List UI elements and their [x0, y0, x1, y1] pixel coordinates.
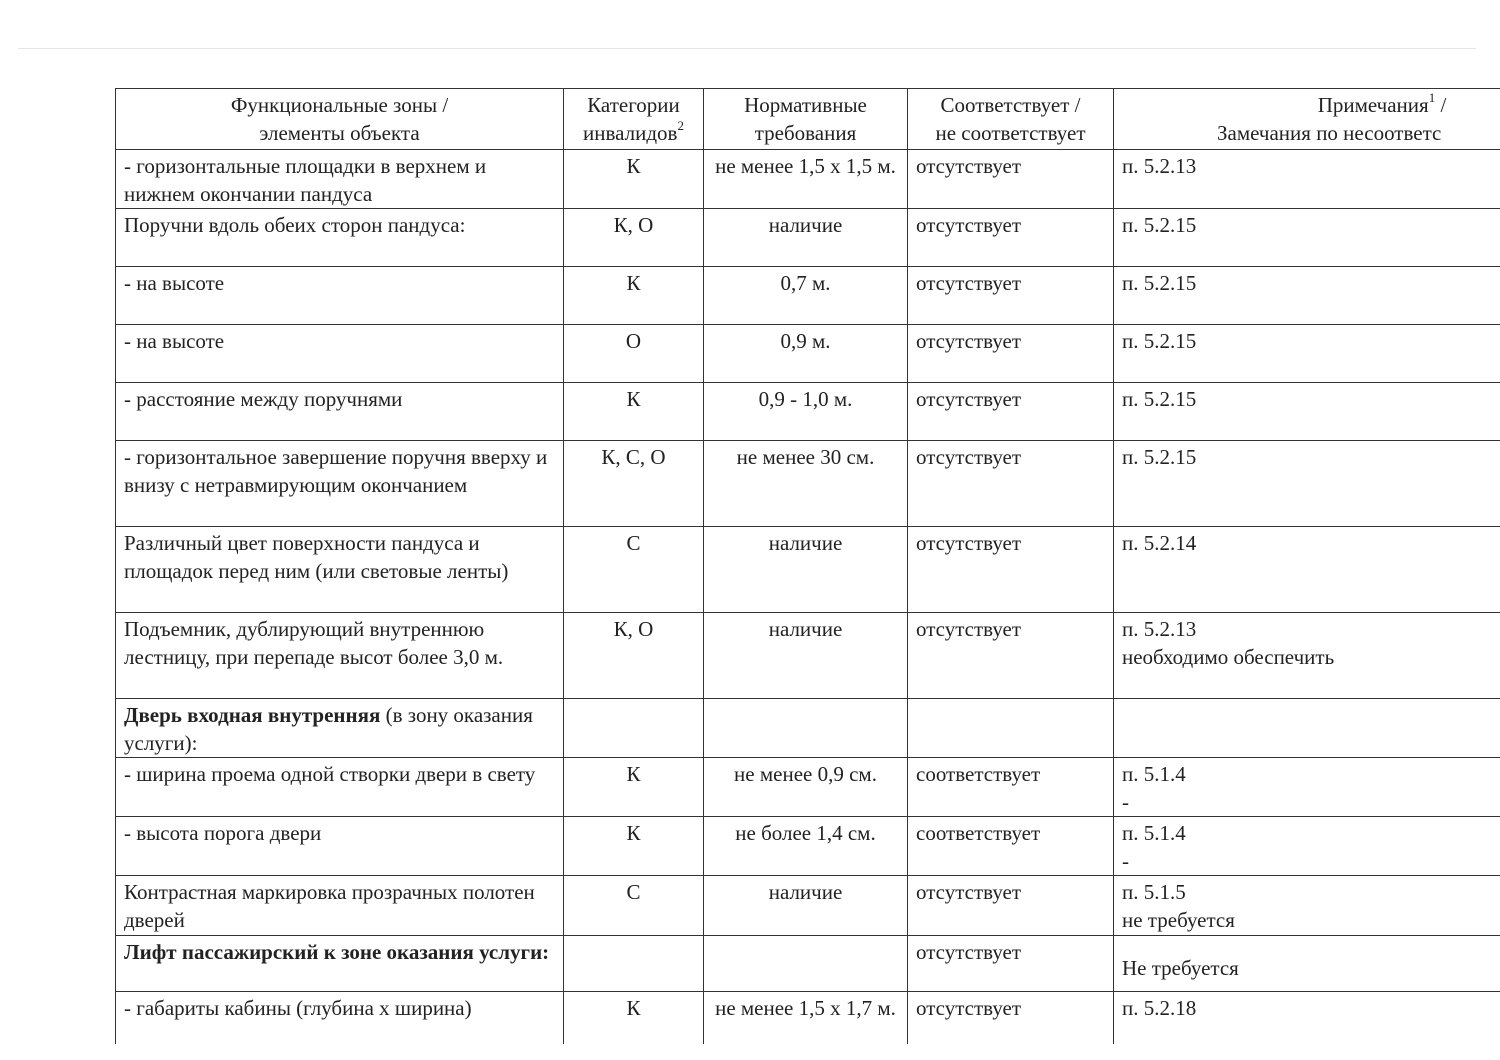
- cell-zone: Контрастная маркировка прозрачных полотен дверей: [116, 876, 564, 936]
- cell-requirement: наличие: [704, 613, 908, 699]
- header-notes: [1114, 89, 1500, 150]
- header-categories-line1: Категории: [587, 93, 680, 117]
- cell-requirement: наличие: [704, 209, 908, 267]
- cell-category: К: [564, 150, 704, 209]
- section-title: Лифт пассажирский к зоне оказания услуги:: [124, 940, 550, 964]
- note-remark: не требуется: [1122, 908, 1235, 932]
- document-sheet: [115, 88, 1500, 1044]
- cell-zone: Различный цвет поверхности пандуса и площадок перед ним (или световые ленты): [116, 527, 564, 613]
- header-requirements-line1: Нормативные: [744, 93, 867, 117]
- cell-status: отсутствует: [908, 527, 1114, 613]
- cell-zone: - на высоте: [116, 267, 564, 325]
- cell-requirement: [704, 699, 908, 758]
- note-ref: п. 5.2.14: [1122, 531, 1197, 555]
- cell-category: С: [564, 876, 704, 936]
- cell-status: отсутствует: [908, 613, 1114, 699]
- header-zones-line2: элементы объекта: [259, 121, 420, 145]
- cell-requirement: не менее 0,9 см.: [704, 758, 908, 817]
- cell-status: отсутствует: [908, 383, 1114, 441]
- table-row: [116, 441, 1500, 527]
- footnote-mark-1: 1: [1428, 90, 1436, 105]
- header-categories: [564, 89, 704, 150]
- cell-zone: - горизонтальные площадки в верхнем и нижнем окончании пандуса: [116, 150, 564, 209]
- cell-requirement: наличие: [704, 876, 908, 936]
- note-ref: п. 5.1.4: [1122, 762, 1186, 786]
- cell-zone: - расстояние между поручнями: [116, 383, 564, 441]
- note-ref: п. 5.1.4: [1122, 821, 1186, 845]
- cell-status: соответствует: [908, 817, 1114, 876]
- header-notes-slash: /: [1435, 93, 1447, 117]
- cell-requirement: 0,9 - 1,0 м.: [704, 383, 908, 441]
- cell-zone: - габариты кабины (глубина х ширина): [116, 992, 564, 1045]
- cell-note: [1114, 383, 1500, 441]
- cell-category: К, С, О: [564, 441, 704, 527]
- cell-note: [1114, 150, 1500, 209]
- note-remark: -: [1122, 849, 1129, 873]
- cell-note: [1114, 325, 1500, 383]
- cell-status: отсутствует: [908, 267, 1114, 325]
- footnote-mark-2: 2: [677, 118, 684, 133]
- cell-note: [1114, 936, 1500, 992]
- note-ref: п. 5.2.18: [1122, 996, 1197, 1020]
- cell-note: [1114, 876, 1500, 936]
- cell-requirement: не более 1,4 см.: [704, 817, 908, 876]
- table-row: [116, 325, 1500, 383]
- cell-note: [1114, 699, 1500, 758]
- cell-status: отсутствует: [908, 150, 1114, 209]
- cell-zone: Подъемник, дублирующий внутреннюю лестницу, при перепаде высот более 3,0 м.: [116, 613, 564, 699]
- accessibility-checklist-table: [115, 88, 1500, 1044]
- cell-requirement: 0,9 м.: [704, 325, 908, 383]
- table-row: [116, 876, 1500, 936]
- note-ref: п. 5.2.15: [1122, 213, 1197, 237]
- note-ref: п. 5.2.15: [1122, 445, 1197, 469]
- header-requirements-line2: требования: [754, 121, 857, 145]
- cell-category: К: [564, 267, 704, 325]
- header-zones: [116, 89, 564, 150]
- table-row: [116, 209, 1500, 267]
- header-compliance: [908, 89, 1114, 150]
- cell-status: отсутствует: [908, 936, 1114, 992]
- cell-zone: - на высоте: [116, 325, 564, 383]
- cell-requirement: [704, 936, 908, 992]
- table-header-row: [116, 89, 1500, 150]
- note-ref: п. 5.2.13: [1122, 154, 1197, 178]
- cell-status: соответствует: [908, 758, 1114, 817]
- table-row: [116, 383, 1500, 441]
- cell-category: [564, 936, 704, 992]
- section-subtitle: (в зону оказания услуги):: [124, 703, 533, 755]
- cell-requirement: наличие: [704, 527, 908, 613]
- header-categories-line2: инвалидов: [583, 121, 678, 145]
- cell-category: К: [564, 817, 704, 876]
- cell-zone: - ширина проема одной створки двери в свету: [116, 758, 564, 817]
- cell-note: [1114, 613, 1500, 699]
- note-ref: п. 5.1.5: [1122, 880, 1186, 904]
- cell-zone: - горизонтальное завершение поручня вверху и внизу с нетравмирующим окончанием: [116, 441, 564, 527]
- header-notes-title: Примечания: [1317, 93, 1429, 117]
- cell-zone: [116, 699, 564, 758]
- table-row: [116, 150, 1500, 209]
- cell-category: К: [564, 758, 704, 817]
- cell-note: [1114, 267, 1500, 325]
- note-ref: п. 5.2.13: [1122, 617, 1197, 641]
- table-row: [116, 817, 1500, 876]
- cell-category: К, О: [564, 613, 704, 699]
- table-row: [116, 758, 1500, 817]
- note-remark: Не требуется: [1122, 956, 1239, 980]
- cell-category: О: [564, 325, 704, 383]
- cell-status: отсутствует: [908, 441, 1114, 527]
- note-remark: -: [1122, 790, 1129, 814]
- cell-category: С: [564, 527, 704, 613]
- cell-category: К, О: [564, 209, 704, 267]
- table-row-section: [116, 936, 1500, 992]
- cell-note: [1114, 209, 1500, 267]
- table-row: [116, 527, 1500, 613]
- table-row-section: [116, 699, 1500, 758]
- table-row: [116, 992, 1500, 1045]
- cell-zone: - высота порога двери: [116, 817, 564, 876]
- header-notes-line2: Замечания по несоответс: [1217, 121, 1442, 145]
- table-row: [116, 613, 1500, 699]
- cell-status: отсутствует: [908, 209, 1114, 267]
- note-ref: п. 5.2.15: [1122, 387, 1197, 411]
- cell-requirement: 0,7 м.: [704, 267, 908, 325]
- cell-note: [1114, 527, 1500, 613]
- cell-status: отсутствует: [908, 876, 1114, 936]
- note-ref: п. 5.2.15: [1122, 329, 1197, 353]
- cell-category: К: [564, 383, 704, 441]
- cell-note: [1114, 992, 1500, 1045]
- header-zones-line1: Функциональные зоны /: [230, 93, 449, 117]
- section-title: Дверь входная внутренняя: [124, 703, 381, 727]
- note-ref: п. 5.2.15: [1122, 271, 1197, 295]
- cell-note: [1114, 441, 1500, 527]
- cell-category: К: [564, 992, 704, 1045]
- table-row: [116, 267, 1500, 325]
- scan-top-line: [18, 48, 1476, 49]
- header-compliance-line1: Соответствует /: [940, 93, 1081, 117]
- cell-requirement: не менее 1,5 х 1,5 м.: [704, 150, 908, 209]
- cell-status: отсутствует: [908, 325, 1114, 383]
- header-requirements: [704, 89, 908, 150]
- cell-status: отсутствует: [908, 992, 1114, 1045]
- note-remark: необходимо обеспечить: [1122, 645, 1335, 669]
- cell-note: [1114, 817, 1500, 876]
- cell-zone: Поручни вдоль обеих сторон пандуса:: [116, 209, 564, 267]
- cell-note: [1114, 758, 1500, 817]
- header-compliance-line2: не соответствует: [935, 121, 1086, 145]
- cell-status: [908, 699, 1114, 758]
- header-notes-line1: [1122, 91, 1492, 119]
- cell-zone: [116, 936, 564, 992]
- cell-requirement: не менее 1,5 х 1,7 м.: [704, 992, 908, 1045]
- cell-category: [564, 699, 704, 758]
- cell-requirement: не менее 30 см.: [704, 441, 908, 527]
